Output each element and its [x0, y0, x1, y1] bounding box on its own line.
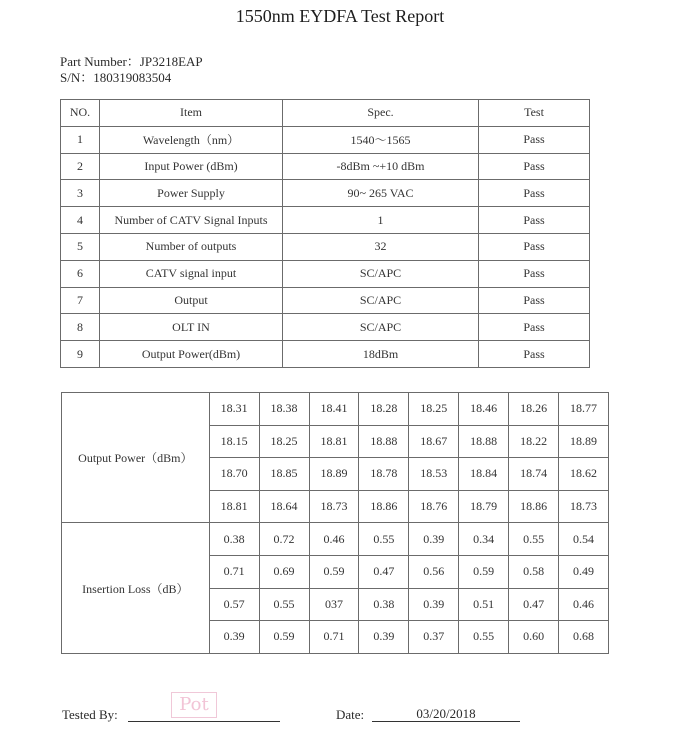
insertion-loss-value: 0.54 — [559, 523, 609, 556]
cell-test: Pass — [479, 180, 590, 207]
column-header-spec: Spec. — [283, 100, 479, 127]
insertion-loss-value: 0.47 — [359, 555, 409, 588]
output-power-value: 18.76 — [409, 490, 459, 523]
cell-spec: SC/APC — [283, 260, 479, 287]
insertion-loss-value: 0.60 — [509, 621, 559, 654]
insertion-loss-value: 0.55 — [259, 588, 309, 621]
output-power-value: 18.62 — [559, 458, 609, 491]
output-power-value: 18.31 — [209, 393, 259, 426]
date-label: Date: — [336, 707, 365, 722]
cell-no: 9 — [61, 341, 100, 368]
spec-table-row — [61, 341, 590, 368]
date-value: 03/20/2018 — [416, 706, 476, 721]
cell-test: Pass — [479, 260, 590, 287]
output-power-value: 18.53 — [409, 458, 459, 491]
cell-no: 5 — [61, 233, 100, 260]
output-power-value: 18.88 — [359, 425, 409, 458]
insertion-loss-value: 0.55 — [459, 621, 509, 654]
cell-spec: 32 — [283, 233, 479, 260]
cell-test: Pass — [479, 207, 590, 234]
output-power-value: 18.81 — [209, 490, 259, 523]
output-power-value: 18.84 — [459, 458, 509, 491]
cell-item: Output Power(dBm) — [100, 341, 283, 368]
insertion-loss-label: Insertion Loss（dB） — [62, 523, 210, 653]
cell-item: OLT IN — [100, 314, 283, 341]
cell-item: Number of CATV Signal Inputs — [100, 207, 283, 234]
insertion-loss-value: 0.39 — [409, 523, 459, 556]
insertion-loss-value: 0.59 — [459, 555, 509, 588]
insertion-loss-value: 0.51 — [459, 588, 509, 621]
output-power-value: 18.89 — [559, 425, 609, 458]
output-power-value: 18.15 — [209, 425, 259, 458]
output-power-value: 18.88 — [459, 425, 509, 458]
insertion-loss-value: 0.37 — [409, 621, 459, 654]
insertion-loss-value: 0.68 — [559, 621, 609, 654]
cell-test: Pass — [479, 126, 590, 153]
insertion-loss-value: 0.59 — [259, 621, 309, 654]
output-power-value: 18.28 — [359, 393, 409, 426]
cell-no: 8 — [61, 314, 100, 341]
cell-test: Pass — [479, 233, 590, 260]
cell-item: Input Power (dBm) — [100, 153, 283, 180]
column-header-no: NO. — [61, 100, 100, 127]
output-power-value: 18.73 — [559, 490, 609, 523]
spec-table-row — [61, 180, 590, 207]
cell-item: Number of outputs — [100, 233, 283, 260]
cell-spec: -8dBm ~+10 dBm — [283, 153, 479, 180]
part-number: Part Number：JP3218EAP — [60, 54, 203, 69]
spec-table-row — [61, 153, 590, 180]
cell-no: 7 — [61, 287, 100, 314]
tested-by-stamp: Pot — [171, 692, 217, 718]
insertion-loss-value: 0.71 — [309, 621, 359, 654]
output-power-value: 18.78 — [359, 458, 409, 491]
output-power-value: 18.26 — [509, 393, 559, 426]
spec-table-row — [61, 207, 590, 234]
output-power-value: 18.25 — [409, 393, 459, 426]
output-power-row — [62, 393, 609, 426]
spec-table — [60, 99, 590, 368]
insertion-loss-value: 0.49 — [559, 555, 609, 588]
output-power-value: 18.73 — [309, 490, 359, 523]
output-power-value: 18.25 — [259, 425, 309, 458]
cell-no: 2 — [61, 153, 100, 180]
output-power-value: 18.41 — [309, 393, 359, 426]
output-power-value: 18.22 — [509, 425, 559, 458]
output-power-value: 18.89 — [309, 458, 359, 491]
cell-test: Pass — [479, 153, 590, 180]
cell-spec: 1540～1565 — [283, 126, 479, 153]
cell-item: Wavelength（nm） — [100, 126, 283, 153]
insertion-loss-value: 0.46 — [309, 523, 359, 556]
insertion-loss-value: 0.57 — [209, 588, 259, 621]
output-power-label: Output Power（dBm） — [62, 393, 210, 523]
insertion-loss-value: 0.46 — [559, 588, 609, 621]
insertion-loss-value: 037 — [309, 588, 359, 621]
spec-table-row — [61, 233, 590, 260]
output-power-value: 18.74 — [509, 458, 559, 491]
output-power-value: 18.77 — [559, 393, 609, 426]
cell-spec: SC/APC — [283, 287, 479, 314]
measurement-table — [61, 392, 609, 654]
spec-table-row — [61, 314, 590, 341]
cell-test: Pass — [479, 314, 590, 341]
column-header-test: Test — [479, 100, 590, 127]
insertion-loss-value: 0.71 — [209, 555, 259, 588]
column-header-item: Item — [100, 100, 283, 127]
spec-table-row — [61, 260, 590, 287]
output-power-value: 18.70 — [209, 458, 259, 491]
cell-no: 3 — [61, 180, 100, 207]
insertion-loss-value: 0.55 — [359, 523, 409, 556]
insertion-loss-value: 0.39 — [409, 588, 459, 621]
cell-no: 6 — [61, 260, 100, 287]
cell-item: CATV signal input — [100, 260, 283, 287]
cell-spec: 90~ 265 VAC — [283, 180, 479, 207]
cell-spec: SC/APC — [283, 314, 479, 341]
output-power-value: 18.85 — [259, 458, 309, 491]
insertion-loss-value: 0.39 — [209, 621, 259, 654]
output-power-value: 18.38 — [259, 393, 309, 426]
output-power-value: 18.64 — [259, 490, 309, 523]
insertion-loss-value: 0.56 — [409, 555, 459, 588]
cell-no: 1 — [61, 126, 100, 153]
tested-by-signature-line — [128, 721, 280, 722]
insertion-loss-value: 0.39 — [359, 621, 409, 654]
cell-spec: 18dBm — [283, 341, 479, 368]
spec-table-row — [61, 126, 590, 153]
output-power-value: 18.86 — [359, 490, 409, 523]
insertion-loss-value: 0.55 — [509, 523, 559, 556]
insertion-loss-value: 0.58 — [509, 555, 559, 588]
output-power-value: 18.46 — [459, 393, 509, 426]
insertion-loss-value: 0.69 — [259, 555, 309, 588]
insertion-loss-value: 0.47 — [509, 588, 559, 621]
report-title: 1550nm EYDFA Test Report — [235, 6, 445, 26]
tested-by-label: Tested By: — [62, 707, 118, 722]
cell-item: Power Supply — [100, 180, 283, 207]
output-power-value: 18.79 — [459, 490, 509, 523]
insertion-loss-value: 0.38 — [359, 588, 409, 621]
cell-item: Output — [100, 287, 283, 314]
cell-test: Pass — [479, 287, 590, 314]
output-power-value: 18.86 — [509, 490, 559, 523]
cell-no: 4 — [61, 207, 100, 234]
insertion-loss-value: 0.59 — [309, 555, 359, 588]
output-power-value: 18.67 — [409, 425, 459, 458]
insertion-loss-value: 0.38 — [209, 523, 259, 556]
cell-test: Pass — [479, 341, 590, 368]
insertion-loss-row — [62, 523, 609, 556]
insertion-loss-value: 0.72 — [259, 523, 309, 556]
spec-table-row — [61, 287, 590, 314]
spec-table-header — [61, 100, 590, 127]
insertion-loss-value: 0.34 — [459, 523, 509, 556]
serial-number: S/N：180319083504 — [60, 70, 172, 85]
output-power-value: 18.81 — [309, 425, 359, 458]
cell-spec: 1 — [283, 207, 479, 234]
